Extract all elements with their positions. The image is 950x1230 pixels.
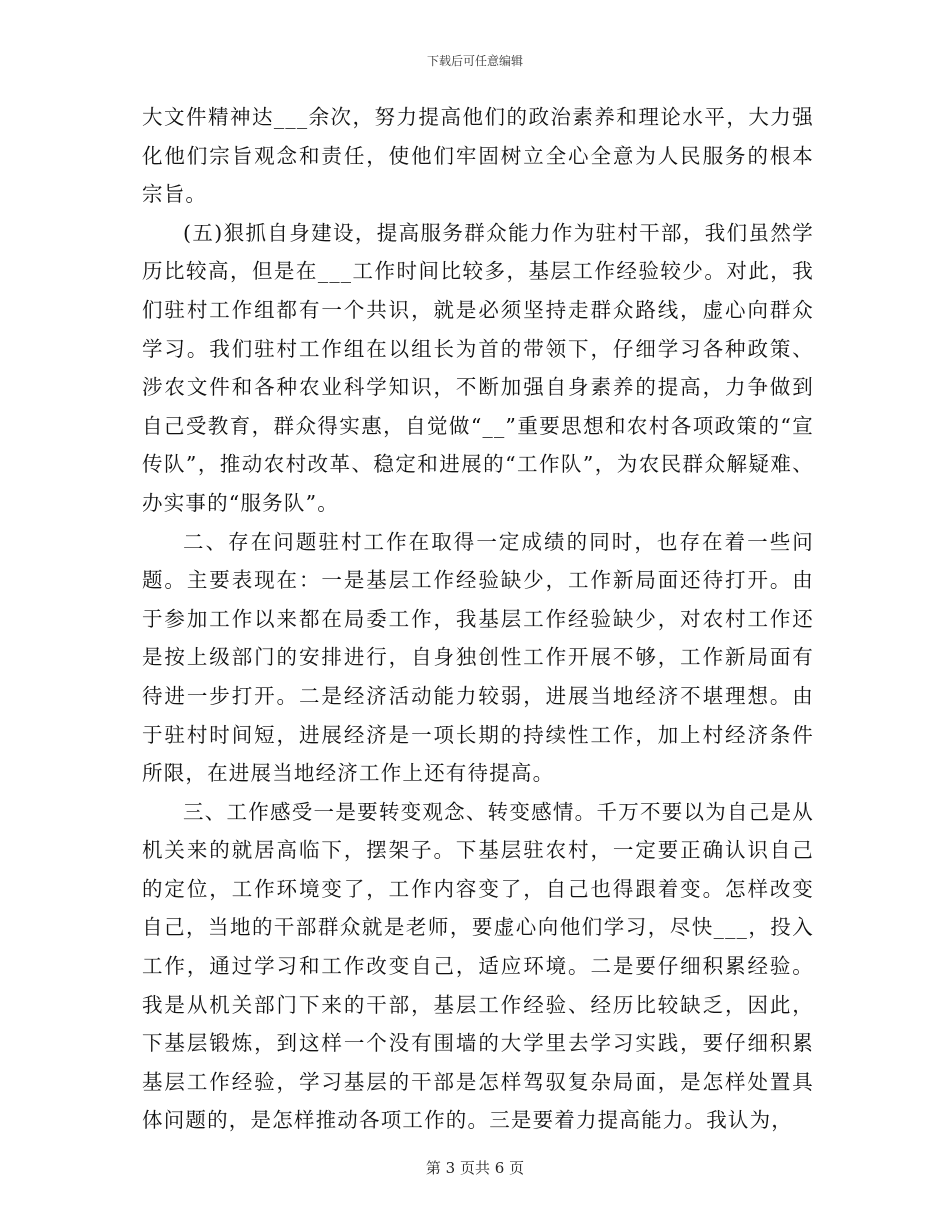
page-number: 第 3 页共 6 页	[425, 1159, 525, 1177]
paragraph-work-reflections: 三、工作感受一是要转变观念、转变感情。千万不要以为自己是从机关来的就居高临下，摆架子。下基层驻农村，一定要正确认识自己的定位，工作环境变了，工作内容变了，自己也得跟着变。怎样改变自己，当地的干部群众就是老师，要虚心向他们学习，尽快___，投入工作，通过学习和工作改变自己，适应环境。二是要仔细积累经验。我是从机关部门下来的干部，基层工作经验、经历比较缺乏，因此，下基层锻炼，到这样一个没有围墙的大学里去学习实践，要仔细积累基层工作经验，学习基层的干部是怎样驾驭复杂局面，是怎样处置具体问题的，是怎样推动各项工作的。三是要着力提高能力。我认为，	[142, 799, 814, 1133]
page-header: 下载后可任意编辑	[426, 54, 523, 68]
document-body	[142, 98, 814, 1140]
paragraph-existing-problems: 二、存在问题驻村工作在取得一定成绩的同时，也存在着一些问题。主要表现在：一是基层工作经验缺少，工作新局面还待打开。由于参加工作以来都在局委工作，我基层工作经验缺少，对农村工作还是按上级部门的安排进行，自身独创性工作开展不够，工作新局面有待进一步打开。二是经济活动能力较弱，进展当地经济不堪理想。由于驻村时间短，进展经济是一项长期的持续性工作，加上村经济条件所限，在进展当地经济工作上还有待提高。	[142, 529, 814, 786]
paragraph-self-building: (五)狠抓自身建设，提高服务群众能力作为驻村干部，我们虽然学历比较高，但是在___工作时间比较多，基层工作经验较少。对此，我们驻村工作组都有一个共识，就是必须坚持走群众路线，虚心向群众学习。我们驻村工作组在以组长为首的带领下，仔细学习各种政策、涉农文件和各种农业科学知识，不断加强自身素养的提高，力争做到自己受教育，群众得实惠，自觉做“__”重要思想和农村各项政策的“宣传队”，推动农村改革、稳定和进展的“工作队”，为农民群众解疑难、办实事的“服务队”。	[142, 220, 814, 515]
paragraph-continuation: 大文件精神达___余次，努力提高他们的政治素养和理论水平，大力强化他们宗旨观念和责任，使他们牢固树立全心全意为人民服务的根本宗旨。	[142, 105, 814, 207]
